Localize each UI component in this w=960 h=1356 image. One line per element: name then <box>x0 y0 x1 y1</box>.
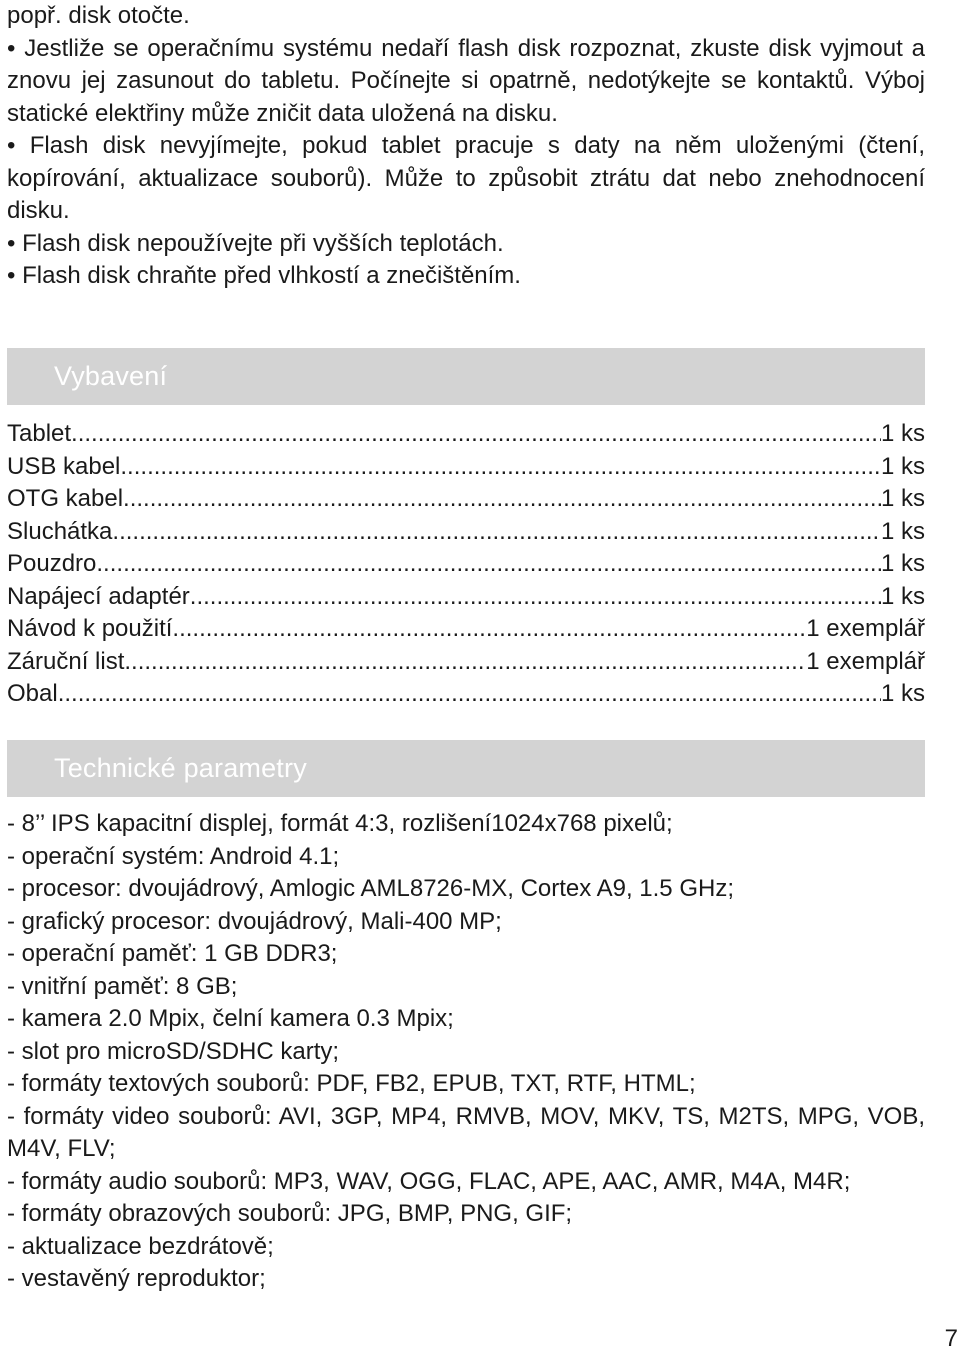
spec-item: - vnitřní paměť: 8 GB; <box>7 972 238 1000</box>
dot-leader <box>71 418 881 451</box>
equipment-item-quantity: 1 ks <box>880 680 925 707</box>
spec-item: - formáty textových souborů: PDF, FB2, EPUB, TXT, RTF, HTML; <box>7 1070 696 1097</box>
note-line: • Flash disk chraňte před vlhkostí a znečištěním. <box>7 262 521 289</box>
spec-item: - slot pro microSD/SDHC karty; <box>7 1037 340 1065</box>
equipment-item-name: OTG kabel <box>7 485 124 512</box>
equipment-item-quantity: 1 exemplář <box>806 647 925 675</box>
equipment-item <box>7 613 925 646</box>
specs-section-header <box>7 740 925 797</box>
note-line: • Flash disk nevyjímejte, pokud tablet pracuje s daty na něm uloženými (čtení, kopírování, aktualizace souborů). Může to způsobit ztrátu dat nebo znehodnocení disku. <box>7 132 925 224</box>
equipment-item-name: USB kabel <box>7 452 121 480</box>
spec-item: - kamera 2.0 Mpix, čelní kamera 0.3 Mpix; <box>7 1005 454 1032</box>
equipment-item <box>7 548 925 581</box>
note-line: • Jestliže se operačnímu systému nedaří flash disk rozpoznat, zkuste disk vyjmout a znovu jej zasunout do tabletu. Počínejte si opatrně, nedotýkejte se kontaktů. Výboj statické elektřiny může zničit data uložená na disku. <box>7 34 925 127</box>
dot-leader <box>120 451 881 484</box>
equipment-item-quantity: 1 ks <box>880 452 925 480</box>
spec-item: - grafický procesor: dvoujádrový, Mali-400 MP; <box>7 907 502 935</box>
equipment-item <box>7 483 925 516</box>
equipment-item-name: Tablet <box>7 420 72 447</box>
note-line: popř. disk otočte. <box>7 2 190 29</box>
equipment-item-quantity: 1 exemplář <box>806 615 925 642</box>
equipment-item-name: Návod k použití <box>7 615 173 642</box>
dot-leader <box>124 646 806 679</box>
dot-leader <box>112 516 881 549</box>
equipment-item-quantity: 1 ks <box>880 550 925 577</box>
equipment-item-name: Pouzdro <box>7 550 97 577</box>
equipment-list <box>7 418 925 711</box>
spec-item: - operační systém: Android 4.1; <box>7 842 340 870</box>
dot-leader <box>172 613 806 646</box>
equipment-item-name: Záruční list <box>7 647 125 675</box>
specs-section-title: Technické parametry <box>54 753 307 783</box>
spec-item: - aktualizace bezdrátově; <box>7 1232 274 1260</box>
equipment-item-quantity: 1 ks <box>880 485 925 512</box>
specs-list <box>7 808 925 1296</box>
equipment-item <box>7 581 925 614</box>
equipment-item <box>7 678 925 711</box>
dot-leader <box>58 678 881 711</box>
equipment-item <box>7 451 925 484</box>
equipment-item-quantity: 1 ks <box>880 517 925 545</box>
equipment-section-header <box>7 348 925 405</box>
equipment-item-name: Napájecí adaptér <box>7 582 190 610</box>
spec-item: - vestavěný reproduktor; <box>7 1265 266 1292</box>
equipment-item <box>7 418 925 451</box>
dot-leader <box>96 548 881 581</box>
spec-item: - operační paměť: 1 GB DDR3; <box>7 940 338 967</box>
spec-item: - formáty obrazových souborů: JPG, BMP, PNG, GIF; <box>7 1200 573 1227</box>
spec-item: - procesor: dvoujádrový, Amlogic AML8726-MX, Cortex A9, 1.5 GHz; <box>7 875 734 902</box>
equipment-item-quantity: 1 ks <box>880 420 925 447</box>
dot-leader <box>123 483 881 516</box>
usage-notes <box>7 0 925 293</box>
spec-item: - formáty video souborů: AVI, 3GP, MP4, RMVB, MOV, MKV, TS, M2TS, MPG, VOB, M4V, FLV; <box>7 1102 925 1162</box>
equipment-section-title: Vybavení <box>54 361 168 391</box>
note-line: • Flash disk nepoužívejte při vyšších teplotách. <box>7 229 504 257</box>
equipment-item-name: Obal <box>7 680 58 707</box>
dot-leader <box>190 581 881 614</box>
equipment-item <box>7 516 925 549</box>
page-number: 7 <box>944 1325 958 1352</box>
spec-item: - formáty audio souborů: MP3, WAV, OGG, FLAC, APE, AAC, AMR, M4A, M4R; <box>7 1167 851 1195</box>
spec-item: - 8’’ IPS kapacitní displej, formát 4:3, rozlišení1024x768 pixelů; <box>7 810 673 837</box>
equipment-item <box>7 646 925 679</box>
equipment-item-quantity: 1 ks <box>880 582 925 610</box>
equipment-item-name: Sluchátka <box>7 517 113 545</box>
